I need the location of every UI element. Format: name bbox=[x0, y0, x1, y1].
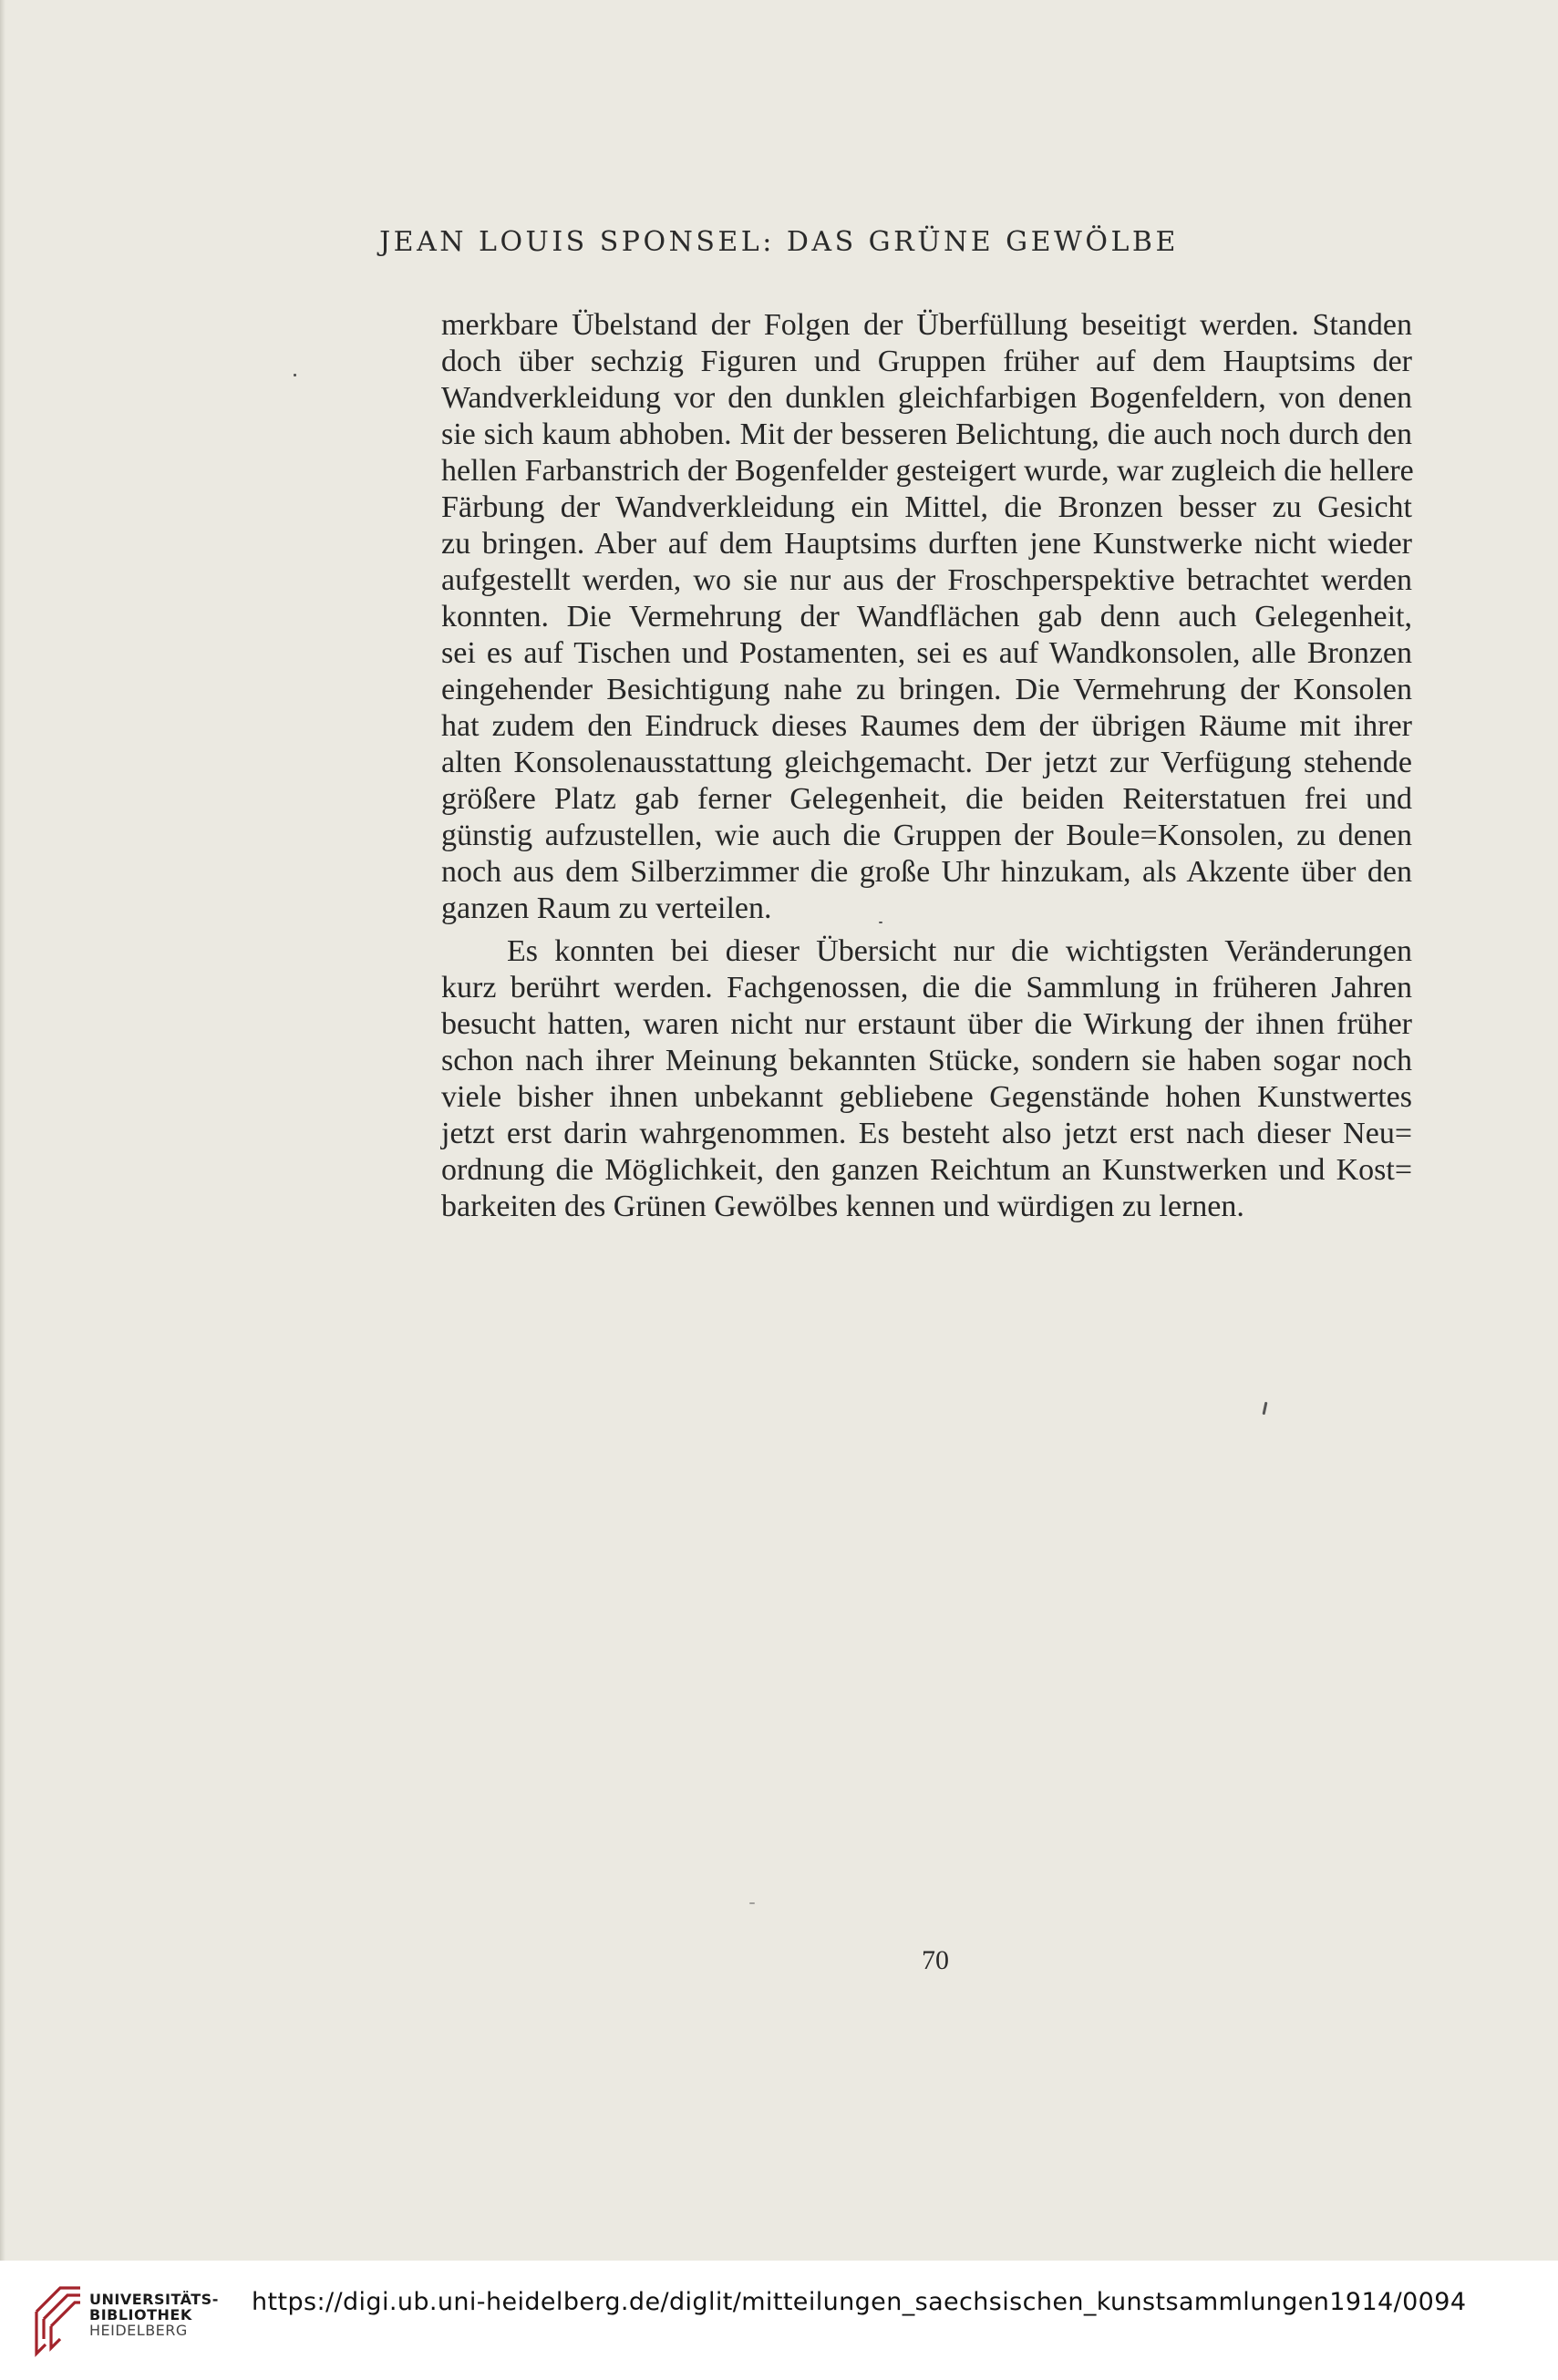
text-line: Färbung der Wandverkleidung ein Mittel, die Bronzen besser zu Gesicht bbox=[441, 490, 1412, 524]
text-line: zu bringen. Aber auf dem Hauptsims durften jene Kunstwerke nicht wieder bbox=[441, 527, 1412, 561]
text-line: schon nach ihrer Meinung bekannten Stücke, sondern sie haben sogar noch bbox=[441, 1044, 1412, 1077]
paragraph-start-line: Es konnten bei dieser Übersicht nur die wichtigsten Veränderungen bbox=[507, 934, 1412, 968]
text-line: hat zudem den Eindruck dieses Raumes dem der übrigen Räume mit ihrer bbox=[441, 709, 1412, 743]
text-line: eingehender Besichtigung nahe zu bringen. Die Vermehrung der Konsolen bbox=[441, 673, 1412, 706]
text-line: ordnung die Möglichkeit, den ganzen Reichtum an Kunstwerken und Kost= bbox=[441, 1153, 1412, 1187]
text-line: sei es auf Tischen und Postamenten, sei es auf Wandkonsolen, alle Bronzen bbox=[441, 636, 1412, 670]
digitization-footer bbox=[0, 2261, 1558, 2380]
scan-speck bbox=[879, 922, 882, 923]
page-edge-shadow bbox=[0, 0, 5, 2261]
permalink-url[interactable]: https://digi.ub.uni-heidelberg.de/diglit/mitteilungen_saechsischen_kunstsammlungen1914/0094 bbox=[252, 2288, 1467, 2316]
library-logo-icon bbox=[33, 2284, 84, 2357]
text-line: Wandverkleidung vor den dunklen gleichfarbigen Bogenfeldern, von denen bbox=[441, 381, 1412, 415]
text-line: günstig aufzustellen, wie auch die Gruppen der Boule=Konsolen, zu denen bbox=[441, 819, 1412, 852]
scan-speck bbox=[294, 374, 296, 376]
text-line: viele bisher ihnen unbekannt gebliebene Gegenstände hohen Kunstwertes bbox=[441, 1080, 1412, 1114]
text-line: doch über sechzig Figuren und Gruppen früher auf dem Hauptsims der bbox=[441, 345, 1412, 378]
page-number: 70 bbox=[922, 1945, 949, 1975]
running-head: JEAN LOUIS SPONSEL: DAS GRÜNE GEWÖLBE bbox=[379, 226, 1179, 258]
library-name-line: UNIVERSITÄTS- bbox=[89, 2291, 219, 2308]
paragraph-end-line: ganzen Raum zu verteilen. bbox=[441, 891, 772, 925]
scan-speck bbox=[749, 1902, 755, 1904]
library-name bbox=[89, 2292, 219, 2338]
text-line: alten Konsolenausstattung gleichgemacht. Der jetzt zur Verfügung stehende bbox=[441, 746, 1412, 779]
text-line: größere Platz gab ferner Gelegenheit, die beiden Reiterstatuen frei und bbox=[441, 782, 1412, 816]
text-line: kurz berührt werden. Fachgenossen, die die Sammlung in früheren Jahren bbox=[441, 971, 1412, 1005]
text-line: aufgestellt werden, wo sie nur aus der Froschperspektive betrachtet werden bbox=[441, 563, 1412, 597]
text-line: merkbare Übelstand der Folgen der Überfüllung beseitigt werden. Standen bbox=[441, 308, 1412, 342]
library-name-line: BIBLIOTHEK bbox=[89, 2306, 192, 2323]
text-line: besucht hatten, waren nicht nur erstaunt über die Wirkung der ihnen früher bbox=[441, 1007, 1412, 1041]
text-line: hellen Farbanstrich der Bogenfelder gesteigert wurde, war zugleich die hellere bbox=[441, 454, 1414, 488]
scan-speck bbox=[1263, 1402, 1268, 1415]
text-line: sie sich kaum abhoben. Mit der besseren Belichtung, die auch noch durch den bbox=[441, 417, 1412, 451]
paragraph-end-line: barkeiten des Grünen Gewölbes kennen und würdigen zu lernen. bbox=[441, 1190, 1244, 1223]
text-line: noch aus dem Silberzimmer die große Uhr hinzukam, als Akzente über den bbox=[441, 855, 1412, 889]
text-line: konnten. Die Vermehrung der Wandflächen gab denn auch Gelegenheit, bbox=[441, 600, 1412, 634]
library-name-line: HEIDELBERG bbox=[89, 2322, 188, 2339]
text-line: jetzt erst darin wahrgenommen. Es besteht also jetzt erst nach dieser Neu= bbox=[441, 1117, 1412, 1150]
